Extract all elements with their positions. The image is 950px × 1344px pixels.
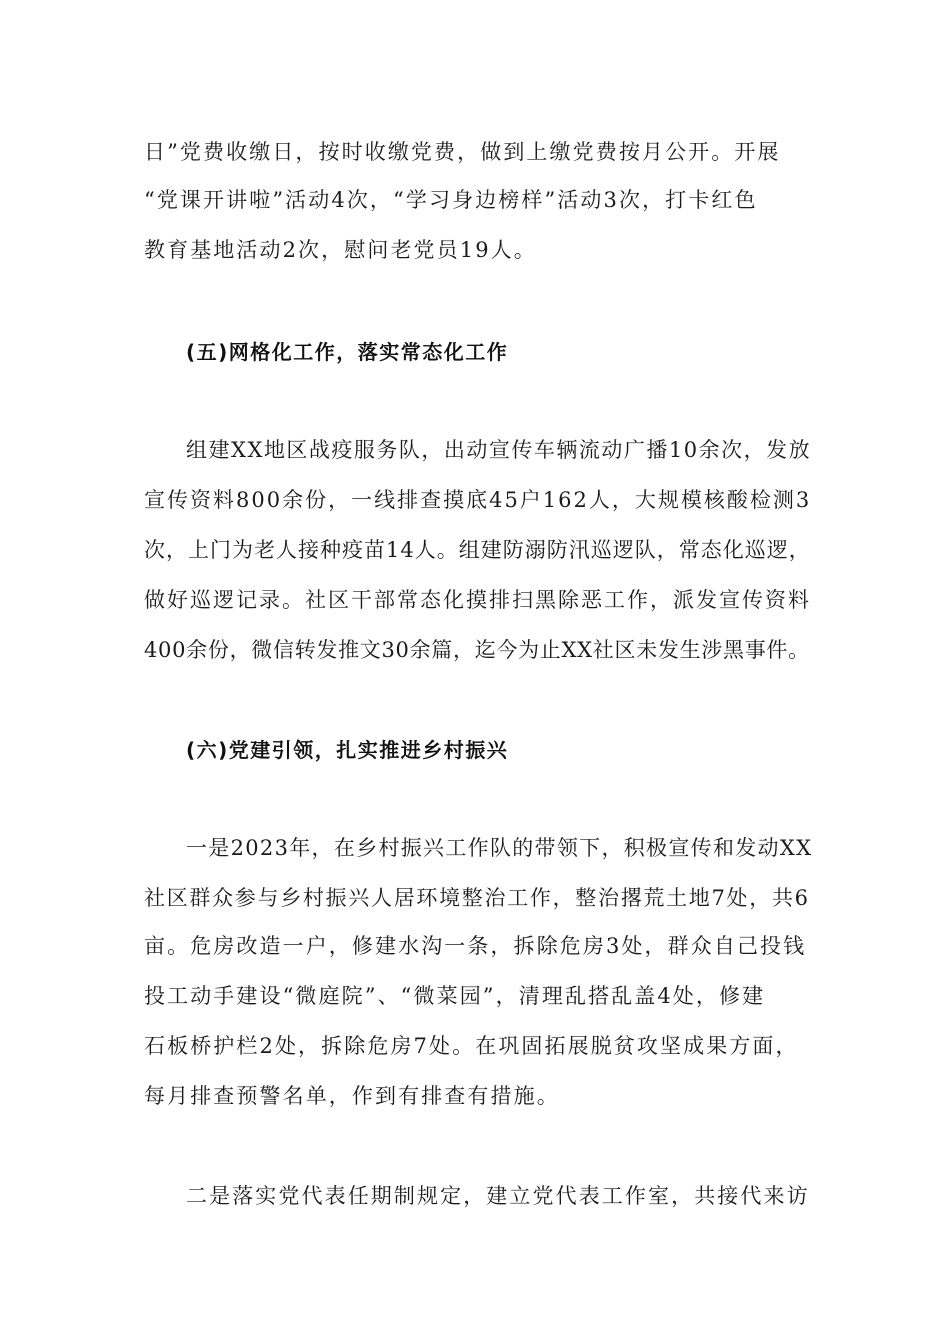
paragraph-line: 组建XX地区战疫服务队，出动宣传车辆流动广播10余次，发放 [186,438,812,462]
paragraph-line: 400余份，微信转发推文30余篇，迄今为止XX社区未发生涉黑事件。 [144,638,810,662]
paragraph-line: 一是2023年，在乡村振兴工作队的带领下，积极宣传和发动XX [186,836,813,860]
paragraph-line: 每月排查预警名单，作到有排查有措施。 [144,1084,560,1108]
paragraph-line: 次，上门为老人接种疫苗14人。组建防溺防汛巡逻队，常态化巡逻， [144,538,811,562]
paragraph-line: 亩。危房改造一户，修建水沟一条，拆除危房3处，群众自己投钱 [144,934,807,958]
paragraph-line: 石板桥护栏2处，拆除危房7处。在巩固拓展脱贫攻坚成果方面， [144,1034,799,1058]
paragraph-line: 日”党费收缴日，按时收缴党费，做到上缴党费按月公开。开展 [144,140,781,164]
paragraph-line: 做好巡逻记录。社区干部常态化摸排扫黑除恶工作，派发宣传资料 [144,588,811,612]
paragraph-line: 二是落实党代表任期制规定，建立党代表工作室，共接代来访 [186,1184,810,1208]
paragraph-line: “党课开讲啦”活动4次，“学习身边榜样”活动3次，打卡红色 [144,188,758,212]
paragraph-line: 宣传资料800余份，一线排查摸底45户162人，大规模核酸检测3 [144,488,812,512]
paragraph-line: 教育基地活动2次，慰问老党员19人。 [144,238,537,262]
section-heading-6: (六)党建引领，扎实推进乡村振兴 [186,738,509,762]
paragraph-line: 社区群众参与乡村振兴人居环境整治工作，整治撂荒土地7处，共6 [144,886,810,910]
section-heading-5: (五)网格化工作，落实常态化工作 [186,340,509,364]
paragraph-line: 投工动手建设“微庭院”、“微菜园”，清理乱搭乱盖4处，修建 [144,984,766,1008]
